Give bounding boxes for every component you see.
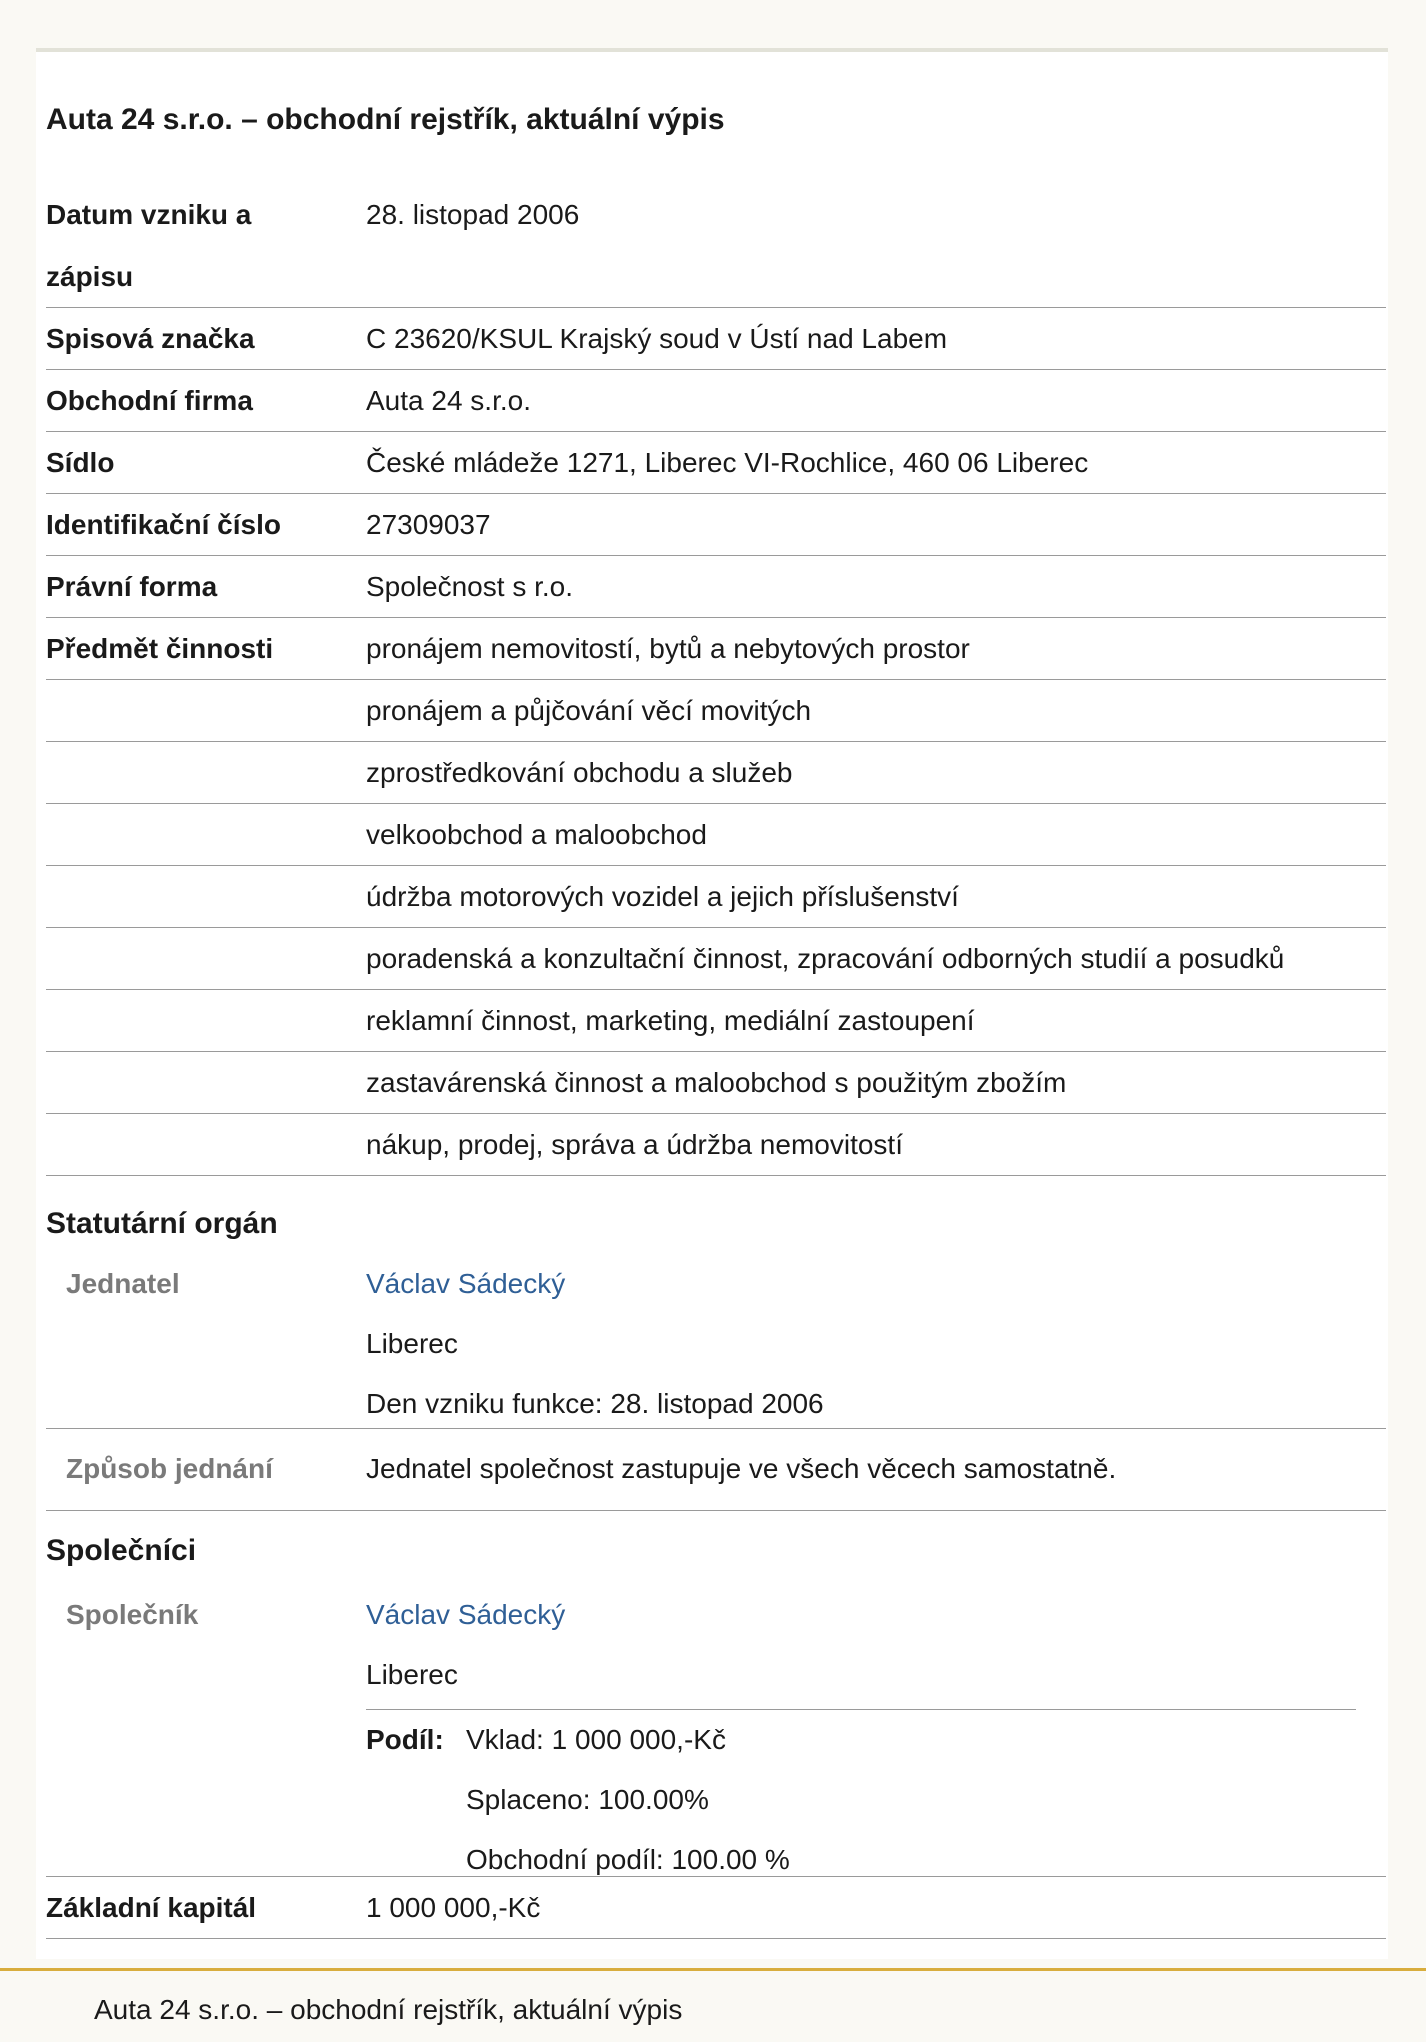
activity-item: zprostředkování obchodu a služeb [366,757,793,788]
row-predmet-cinnosti [46,804,1386,866]
row-datum-vzniku [46,184,1386,308]
podil-block [366,1709,1356,1890]
row-label-line2: zápisu [46,261,134,292]
jednatel-block [46,1250,1386,1429]
obchodni-podil-value: Obchodní podíl: 100.00 % [466,1844,790,1875]
activity-item: pronájem nemovitostí, bytů a nebytových prostor [366,633,970,664]
activity-item: velkoobchod a maloobchod [366,819,707,850]
jednatel-details [366,1254,1386,1428]
podil-values [466,1710,790,1890]
spolecnik-details [366,1585,1386,1876]
jednatel-city: Liberec [366,1328,458,1359]
zpusob-jednani-label: Způsob jednání [66,1453,273,1484]
zpusob-jednani-value: Jednatel společnost zastupuje ve všech věcech samostatně. [366,1453,1117,1484]
row-predmet-cinnosti [46,680,1386,742]
jednatel-since: Den vzniku funkce: 28. listopad 2006 [366,1388,824,1419]
row-predmet-cinnosti [46,866,1386,928]
activity-item: nákup, prodej, správa a údržba nemovitostí [366,1129,903,1160]
row-label-line1: Datum vzniku a [46,199,252,230]
row-predmet-cinnosti [46,928,1386,990]
spolecnik-name-link[interactable]: Václav Sádecký [366,1599,566,1630]
section-statutarni-organ: Statutární orgán [46,1207,278,1240]
spolecnik-label: Společník [66,1599,199,1630]
row-predmet-cinnosti [46,742,1386,804]
activity-item: údržba motorových vozidel a jejich příslušenství [366,881,959,912]
row-label: Právní forma [46,571,218,602]
row-predmet-cinnosti [46,990,1386,1052]
row-value: 28. listopad 2006 [366,199,580,230]
row-obchodni-firma [46,370,1386,432]
page-title: Auta 24 s.r.o. – obchodní rejstřík, aktuální výpis [46,103,725,136]
vklad-value: Vklad: 1 000 000,-Kč [466,1724,726,1755]
section-spolecnici: Společníci [46,1534,197,1567]
row-pravni-forma [46,556,1386,618]
row-predmet-cinnosti [46,618,1386,680]
row-value: 1 000 000,-Kč [366,1892,541,1923]
podil-label: Podíl: [366,1724,444,1755]
activity-item: poradenská a konzultační činnost, zpracování odborných studií a posudků [366,943,1285,974]
footer-accent-rule [0,1968,1426,1971]
row-sidlo [46,432,1386,494]
spolecnik-block [46,1579,1386,1877]
activity-item: zastavárenská činnost a maloobchod s použitým zbožím [366,1067,1067,1098]
row-label: Spisová značka [46,323,255,354]
row-label: Sídlo [46,447,115,478]
footer-caption: Auta 24 s.r.o. – obchodní rejstřík, aktuální výpis [94,1994,683,2025]
row-identifikacni-cislo [46,494,1386,556]
row-label: Obchodní firma [46,385,253,416]
activity-item: reklamní činnost, marketing, mediální zastoupení [366,1005,975,1036]
register-panel [36,52,1388,1959]
register-content [46,52,1386,1939]
row-value: Auta 24 s.r.o. [366,385,531,416]
row-predmet-cinnosti [46,1052,1386,1114]
row-label: Základní kapitál [46,1892,257,1923]
row-label: Identifikační číslo [46,509,281,540]
spolecnik-city: Liberec [366,1659,458,1690]
row-zakladni-kapital [46,1877,1386,1939]
row-label: Předmět činnosti [46,633,274,664]
row-label [46,184,326,307]
row-spisova-znacka [46,308,1386,370]
zpusob-jednani-row [46,1429,1386,1511]
row-value: C 23620/KSUL Krajský soud v Ústí nad Labem [366,323,948,354]
row-value: České mládeže 1271, Liberec VI-Rochlice, 460 06 Liberec [366,447,1089,478]
activity-item: pronájem a půjčování věcí movitých [366,695,812,726]
row-predmet-cinnosti [46,1114,1386,1176]
splaceno-value: Splaceno: 100.00% [466,1784,709,1815]
row-value: Společnost s r.o. [366,571,574,602]
jednatel-name-link[interactable]: Václav Sádecký [366,1268,566,1299]
jednatel-label: Jednatel [66,1268,180,1299]
row-value: 27309037 [366,509,491,540]
